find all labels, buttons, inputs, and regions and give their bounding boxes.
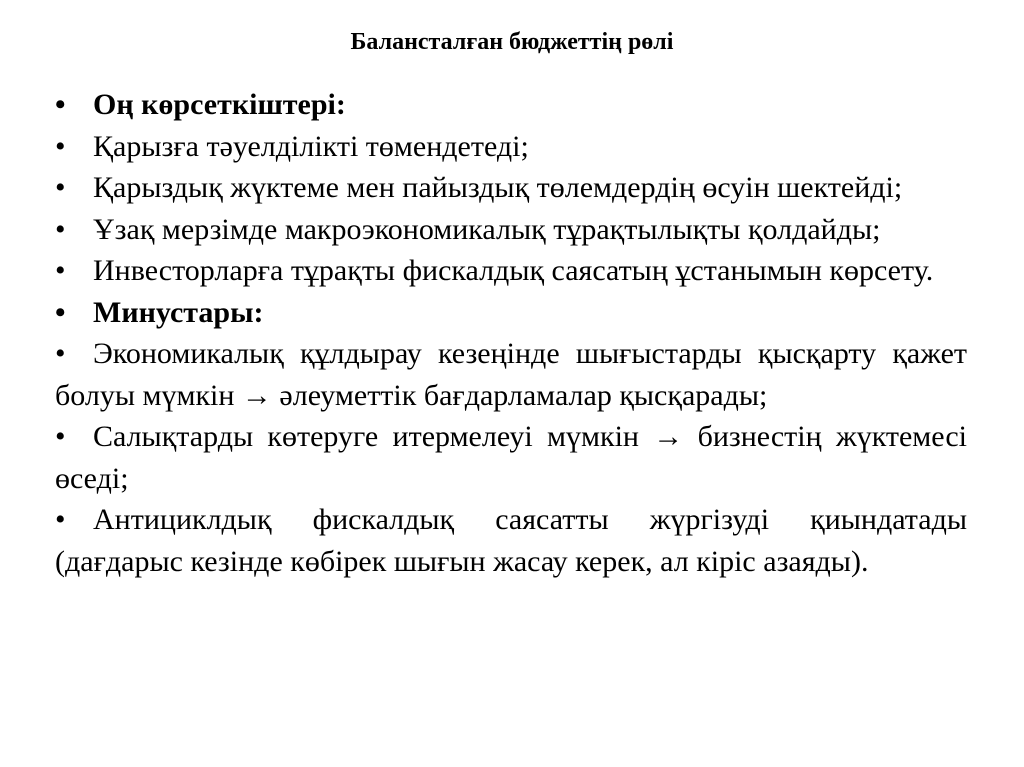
- bullet-icon: •: [55, 295, 66, 329]
- list-item: [55, 499, 967, 582]
- list-item-text: Антициклдық фискалдық саясатты жүргізуді қиындатады (дағдарыс кезінде көбірек шығын жасау керек, ал кіріс азаяды).: [55, 503, 967, 578]
- list-item-text: Ұзақ мерзімде макроэкономикалық тұрақтылықты қолдайды;: [93, 212, 881, 246]
- slide-title: Балансталған бюджеттің рөлі: [350, 29, 674, 55]
- bullet-list: [55, 84, 967, 582]
- list-item-text: Экономикалық құлдырау кезеңінде шығыстарды қысқарту қажет болуы мүмкін → әлеуметтік бағдарламалар қысқарады;: [55, 337, 967, 412]
- bullet-icon: •: [55, 88, 66, 121]
- bullet-icon: •: [55, 171, 66, 204]
- list-item-text: Минустары:: [93, 295, 264, 329]
- list-item-text: Оң көрсеткіштері:: [93, 88, 346, 121]
- list-item-text: Қарыздық жүктеме мен пайыздық төлемдердің өсуін шектейді;: [93, 171, 903, 204]
- list-item: [55, 416, 967, 499]
- list-item-text: Салықтарды көтеруге итермелеуі мүмкін → бизнестің жүктемесі өседі;: [55, 420, 967, 495]
- list-item: [55, 126, 967, 168]
- bullet-icon: •: [55, 420, 66, 453]
- list-item: [55, 250, 967, 292]
- list-item: [55, 333, 967, 416]
- list-item-text: Қарызға тәуелділікті төмендетеді;: [93, 129, 529, 163]
- bullet-icon: •: [55, 503, 66, 536]
- list-item-text: Инвесторларға тұрақты фискалдық саясатың ұстанымын көрсету.: [93, 254, 934, 287]
- list-item: [55, 209, 967, 251]
- bullet-icon: •: [55, 129, 66, 163]
- bullet-icon: •: [55, 337, 66, 370]
- bullet-icon: •: [55, 254, 66, 287]
- list-item-cons-heading: [55, 292, 967, 334]
- list-item-pros-heading: [55, 84, 967, 126]
- list-item: [55, 167, 967, 209]
- bullet-icon: •: [55, 212, 66, 246]
